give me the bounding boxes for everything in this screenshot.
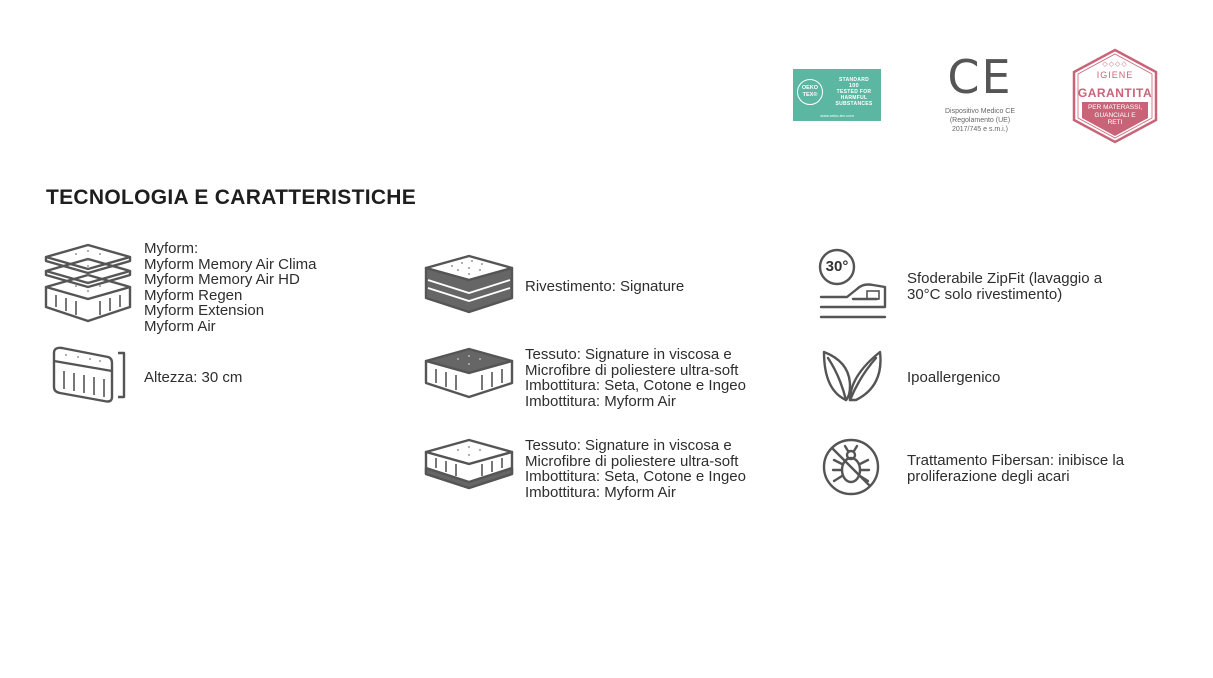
- feature-sfoderabile-text: Sfoderabile ZipFit (lavaggio a 30°C solo rivestimento): [907, 270, 1103, 303]
- mattress-height-icon: [50, 343, 128, 407]
- feature-myform-text: Myform: Myform Memory Air Clima Myform Memory Air HD Myform Regen Myform Extension Myform Air: [144, 240, 317, 335]
- feature-ipoallergenico-text: Ipoallergenico: [907, 369, 1001, 386]
- oeko-tex-url: www.oeko-tex.com: [820, 113, 854, 118]
- layered-mattress-icon: [42, 241, 134, 325]
- no-mites-icon: [820, 436, 882, 498]
- mattress-top-side-icon: [422, 345, 516, 403]
- mattress-bottom-side-icon: [422, 436, 516, 494]
- feature-tessuto-top-text: Tessuto: Signature in viscosa e Microfibre di poliestere ultra-soft Imbottitura: Seta, Cotone e Ingeo Imbottitura: Myform Air: [525, 346, 746, 410]
- feature-tessuto-bottom-text: Tessuto: Signature in viscosa e Microfibre di poliestere ultra-soft Imbottitura: Seta, Cotone e Ingeo Imbottitura: Myform Air: [525, 437, 746, 501]
- ce-description: Dispositivo Medico CE (Regolamento (UE) 2017/745 e s.m.i.): [944, 108, 1016, 133]
- wash-30-zipper-icon: [817, 245, 889, 323]
- oeko-tex-badge: [793, 69, 881, 121]
- oeko-tex-logo: OEKO TEX®: [797, 79, 823, 105]
- oeko-tex-standard: STANDARD 100 TESTED FOR HARMFUL SUBSTANCES: [835, 77, 873, 107]
- section-title: TECNOLOGIA E CARATTERISTICHE: [46, 186, 417, 209]
- wash-temperature-label: 30°: [825, 258, 849, 275]
- feature-altezza-text: Altezza: 30 cm: [144, 369, 243, 386]
- feature-fibersan-text: Trattamento Fibersan: inibisce la proliferazione degli acari: [907, 452, 1125, 485]
- igiene-garantita-badge: ◇◇◇◇ IGIENE GARANTITA PER MATERASSI, GUANCIALI E RETI: [1070, 48, 1160, 144]
- leaves-icon: [820, 346, 884, 404]
- mattress-cover-icon: [422, 252, 516, 316]
- feature-rivestimento-text: Rivestimento: Signature: [525, 278, 685, 295]
- ce-mark-icon: CE: [947, 50, 1013, 104]
